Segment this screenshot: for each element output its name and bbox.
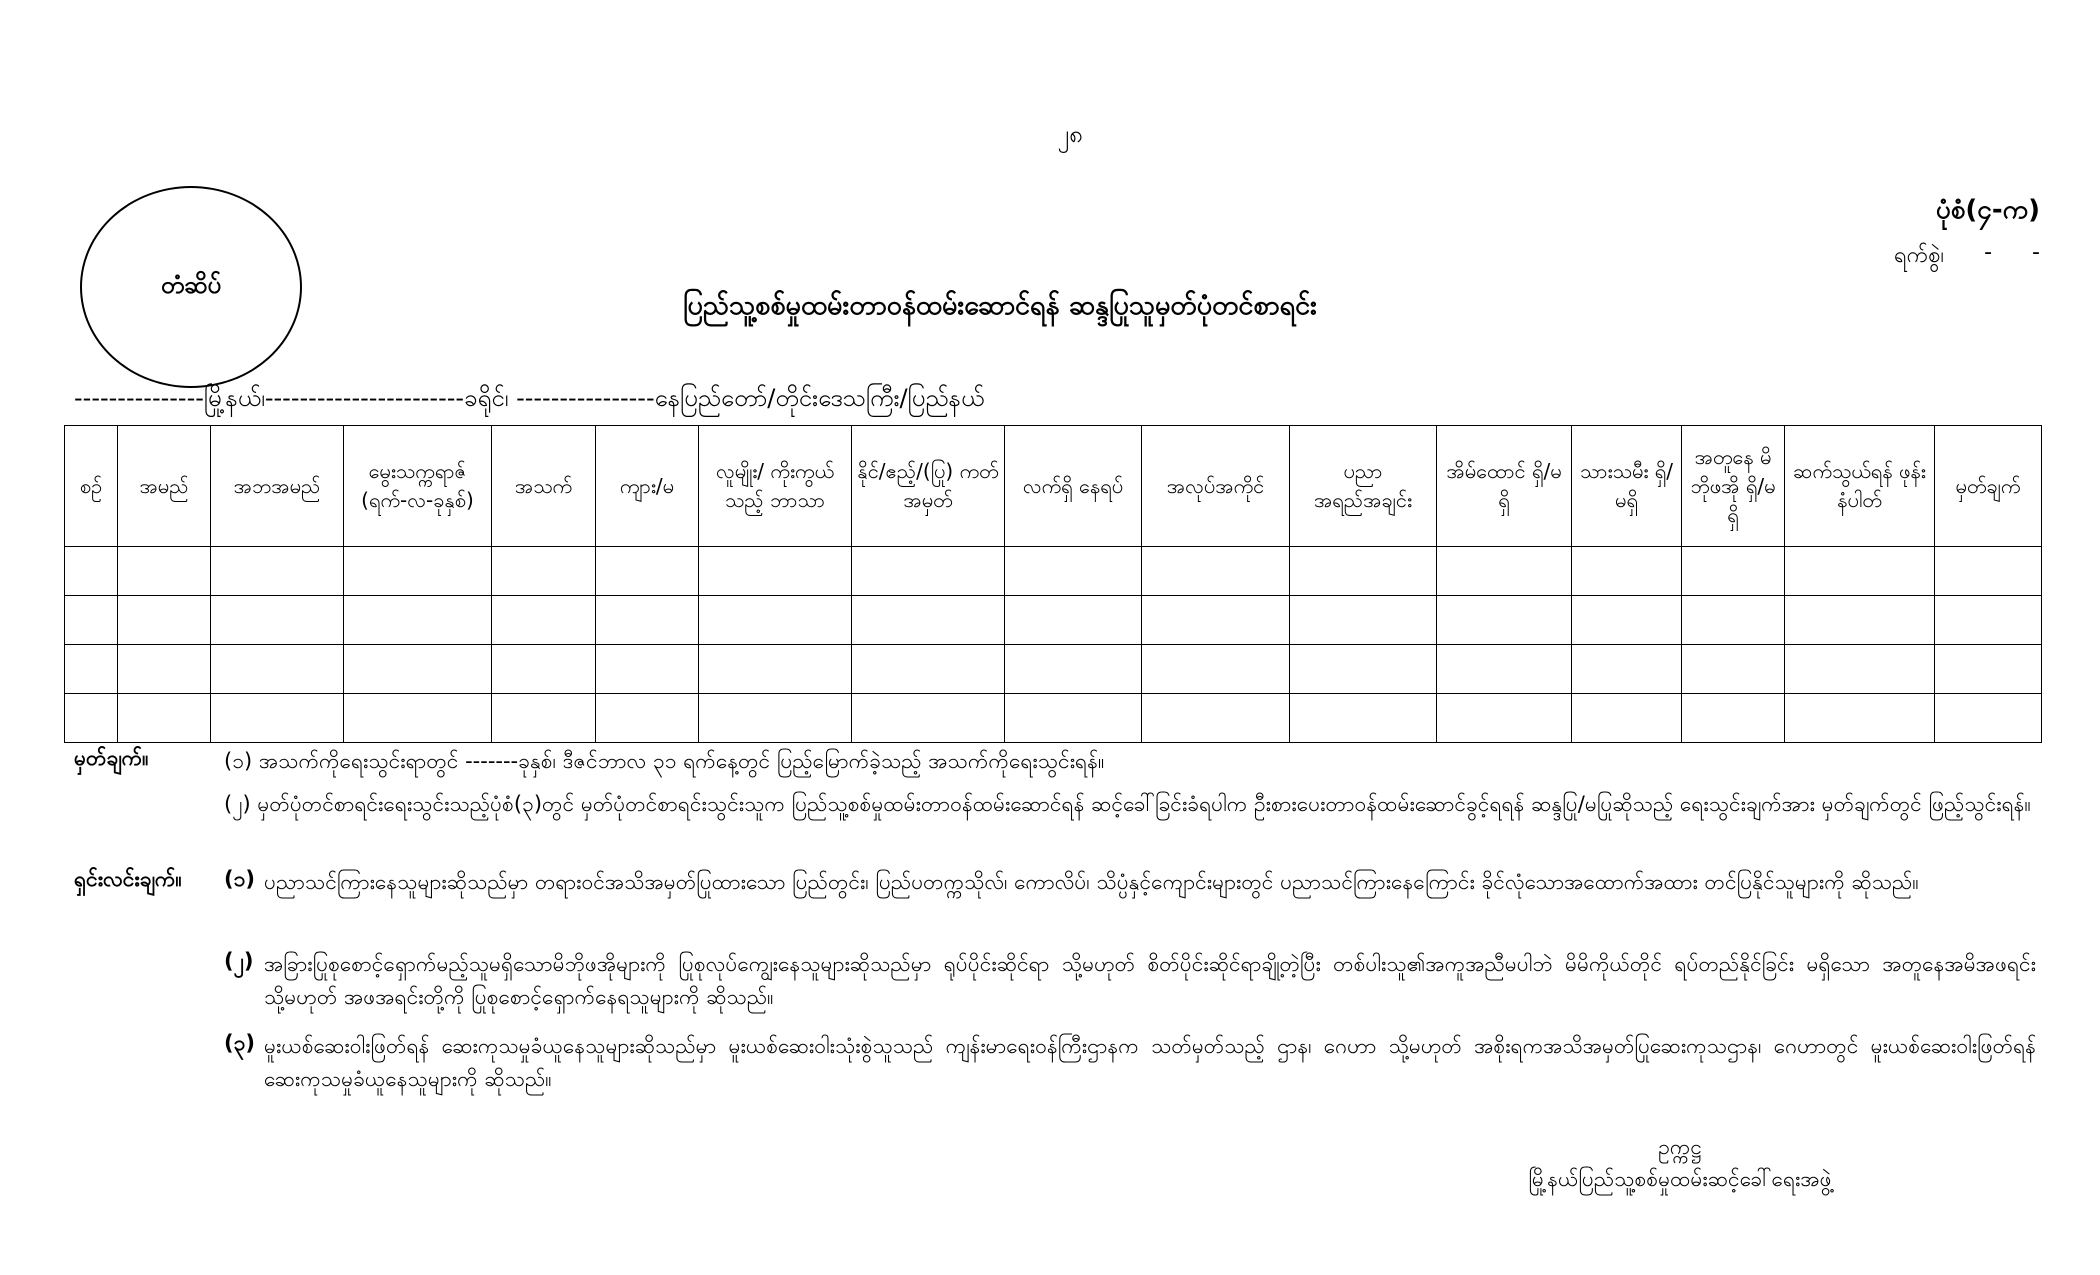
table-cell [1935,596,2042,645]
table-cell [596,596,699,645]
table-cell [852,694,1005,743]
table-cell [699,547,852,596]
table-cell [118,645,211,694]
table-cell [1142,694,1290,743]
table-cell [492,596,596,645]
table-cell [1682,547,1785,596]
header-children: သားသမီး ရှိ/မရှိ [1572,426,1682,547]
table-cell [1785,694,1935,743]
table-cell [1437,694,1572,743]
table-cell [344,694,492,743]
table-cell [1142,596,1290,645]
header-id-card: နိုင်/ဧည့်/(ပြု) ကတ်အမှတ် [852,426,1005,547]
header-phone: ဆက်သွယ်ရန် ဖုန်းနံပါတ် [1785,426,1935,547]
header-father-name: အဘအမည် [211,426,344,547]
table-cell [1437,596,1572,645]
header-date-of-birth: မွေးသက္ကရာဇ် (ရက်-လ-ခုနှစ်) [344,426,492,547]
date-dash-1: - [1984,240,1993,265]
table-cell [1935,694,2042,743]
remark-item-1: (၁) အသက်ကိုရေးသွင်းရာတွင် -------ခုနှစ်၊ ဒီဇင်ဘာလ ၃၁ ရက်နေ့တွင် ပြည့်မြောက်ခဲ့သည့် အသက်ကိုရေးသွင်းရန်။ [224,749,1105,773]
page-number: ၂၈ [1057,120,1083,148]
date-dash-2: - [2032,240,2040,265]
table-cell [1142,645,1290,694]
table-cell [211,596,344,645]
table-cell [1572,645,1682,694]
header-elderly-parents: အတူနေ မိဘိုဖအို ရှိ/မရှိ [1682,426,1785,547]
table-cell [1785,596,1935,645]
header-current-address: လက်ရှိ နေရပ် [1005,426,1142,547]
header-race-religion: လူမျိုး/ ကိုးကွယ်သည့် ဘာသာ [699,426,852,547]
header-gender: ကျား/မ [596,426,699,547]
explanation-number-3: (၃) [224,1031,256,1055]
table-cell [118,596,211,645]
table-cell [1290,694,1437,743]
table-cell [211,645,344,694]
seal-label: တံဆိပ် [160,271,222,299]
table-header-row [65,426,2042,547]
explanation-text-3: မူးယစ်ဆေးဝါးဖြတ်ရန် ဆေးကုသမှုခံယူနေသူများဆိုသည်မှာ မူးယစ်ဆေးဝါးသုံးစွဲသူသည် ကျန်းမာရေးဝန်ကြီးဌာနက သတ်မှတ်သည့် ဌာန၊ ဂေဟာ သို့မဟုတ် အစိုးရကအသိအမှတ်ပြုဆေးကုသဌာန၊ ဂေဟာတွင် မူးယစ်ဆေးဝါးဖြတ်ရန် ဆေးကုသမှုခံယူနေသူများကို ဆိုသည်။ [264,1034,2036,1091]
date-label: ရက်စွဲ၊ [1894,243,1945,268]
table-cell [1005,596,1142,645]
table-cell [1437,645,1572,694]
table-cell [1682,645,1785,694]
table-cell [1572,596,1682,645]
table-row [65,645,2042,694]
header-remarks: မှတ်ချက် [1935,426,2042,547]
header-occupation: အလုပ်အကိုင် [1142,426,1290,547]
table-row [65,694,2042,743]
table-cell [344,645,492,694]
date-line [1700,240,2040,273]
table-cell [492,645,596,694]
table-cell [699,694,852,743]
table-cell [1785,547,1935,596]
document-title: ပြည်သူ့စစ်မှုထမ်းတာဝန်ထမ်းဆောင်ရန် ဆန္ဒပြုသူမှတ်ပုံတင်စာရင်း [683,290,1317,321]
header-name: အမည် [118,426,211,547]
table-cell [492,547,596,596]
explanation-number-2: (၂) [224,949,254,973]
table-cell [852,547,1005,596]
table-cell [699,645,852,694]
table-cell [596,547,699,596]
seal-circle [80,186,302,388]
header-serial: စဉ် [65,426,118,547]
table-row [65,547,2042,596]
table-cell [699,596,852,645]
table-cell [852,645,1005,694]
table-cell [1572,694,1682,743]
remark-item-2: (၂) မှတ်ပုံတင်စာရင်းရေးသွင်းသည့်ပုံစံ(၃)တွင် မှတ်ပုံတင်စာရင်းသွင်းသူက ပြည်သူ့စစ်မှုထမ်းတာဝန်ထမ်းဆောင်ရန် ဆင့်ခေါ်ခြင်းခံရပါက ဦးစားပေးတာဝန်ထမ်းဆောင်ခွင့်ရရန် ဆန္ဒပြု/မပြုဆိုသည့် ရေးသွင်းချက်အား မှတ်ချက်တွင် ဖြည့်သွင်းရန်။ [224,792,2031,816]
table-cell [852,596,1005,645]
explanation-text-2: အခြားပြုစုစောင့်ရှောက်မည့်သူမရှိသောမိဘိုဖအိုများကို ပြုစုလုပ်ကျွေးနေသူများဆိုသည်မှာ ရုပ်ပိုင်းဆိုင်ရာ သို့မဟုတ် စိတ်ပိုင်းဆိုင်ရာချို့တဲ့ပြီး တစ်ပါးသူ၏အကူအညီမပါဘဲ မိမိကိုယ်တိုင် ရပ်တည်နိုင်ခြင်း မရှိသော အတူနေအမိအဖ‌ရင်း သို့မဟုတ် အဖအရင်းတို့ကို ပြုစုစောင့်ရှောက်နေရသူများကို ဆိုသည်။ [264,952,2036,1009]
table-cell [1005,645,1142,694]
table-cell [1572,547,1682,596]
table-cell [1682,694,1785,743]
table-cell [596,645,699,694]
table-cell [211,694,344,743]
table-cell [1290,547,1437,596]
table-cell [1682,596,1785,645]
table-cell [65,596,118,645]
table-cell [1290,596,1437,645]
remarks-label: မှတ်ချက်။ [74,746,149,770]
table-cell [65,645,118,694]
table-cell [65,694,118,743]
table-cell [1290,645,1437,694]
form-code: ပုံစံ(၄-က) [1935,195,2040,225]
table-cell [596,694,699,743]
registration-table [64,425,2042,743]
table-cell [1005,547,1142,596]
table-cell [118,547,211,596]
table-cell [492,694,596,743]
table-cell [344,596,492,645]
explanation-number-1: (၁) [224,867,256,891]
table-cell [118,694,211,743]
explanation-text-1: ပညာသင်ကြားနေသူများဆိုသည်မှာ တရားဝင်အသိအမှတ်ပြုထားသော ပြည်တွင်း၊ ပြည်ပတက္ကသိုလ်၊ ကောလိပ်၊ သိပ္ပံနှင့်ကျောင်းများတွင် ပညာသင်ကြားနေကြောင်း ခိုင်လုံသောအထောက်အထား တင်ပြနိုင်သူများကို ဆိုသည်။ [264,870,1919,894]
table-cell [211,547,344,596]
explanations-label: ရှင်းလင်းချက်။ [74,867,182,891]
table-cell [1935,547,2042,596]
signature-organization: မြို့နယ်ပြည်သူ့စစ်မှုထမ်းဆင့်ခေါ်ရေးအဖွဲ့ [1528,1167,1832,1191]
table-cell [1005,694,1142,743]
table-cell [344,547,492,596]
table-cell [1142,547,1290,596]
header-married: အိမ်ထောင် ရှိ/မရှိ [1437,426,1572,547]
table-cell [1785,645,1935,694]
table-row [65,596,2042,645]
table-cell [65,547,118,596]
header-education: ပညာ အရည်အချင်း [1290,426,1437,547]
table-cell [1935,645,2042,694]
header-age: အသက် [492,426,596,547]
signature-title: ဥက္ကဋ္ဌ [1658,1135,1702,1159]
location-line: ---------------မြို့နယ်၊-----------------------ခရိုင်၊ ----------------နေပြည်တော်/တိုင်းဒေသကြီး/ပြည်နယ် [74,384,985,412]
table-cell [1437,547,1572,596]
